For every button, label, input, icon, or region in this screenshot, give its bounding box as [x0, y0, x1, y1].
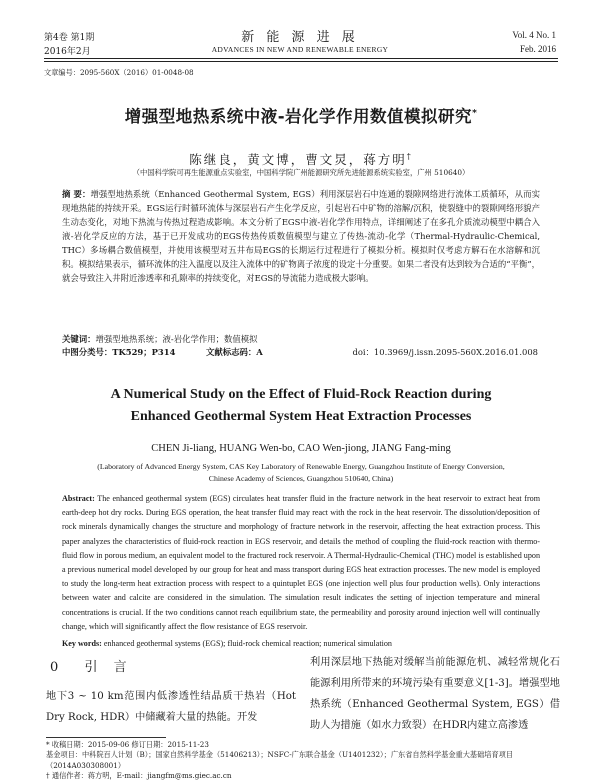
body-column-left: 地下3 ~ 10 km范围内低渗透性结晶质干热岩（Hot Dry Rock, HDR）中储藏着大量的热能。开发 — [46, 691, 296, 723]
header-volume: Vol. 4 No. 1 — [512, 30, 556, 40]
keywords-en-text: enhanced geothermal systems (EGS); fluid-rock chemical reaction; numerical simulation — [103, 639, 392, 648]
title-en-line-1: A Numerical Study on the Effect of Fluid-Rock Reaction during — [110, 387, 492, 402]
footnote-fund: 基金项目：中科院百人计划（B）；国家自然科学基金（51406213）；NSFC-广东联合基金（U1401232）；广东省自然科学基金重大基础培育项目（2014A030308001） — [46, 750, 514, 770]
footnote-rule — [46, 737, 166, 738]
authors-en: CHEN Ji-liang, HUANG Wen-bo, CAO Wen-jiong, JIANG Fang-ming — [151, 443, 451, 454]
abstract-en-text: The enhanced geothermal system (EGS) circulates heat transfer fluid in the fracture network in the heat reservoir to extract heat from earth-deep hot dry rocks. During EGS operation, the heat transfer fluid may react with the rock in the heat reservoir. The dissolution/deposition of rock minerals dynamically changes the structure and morphology of fracture network in the reservoir, affecting the heat extraction process. This paper analyzes the characteristics of fluid-rock reaction in EGS reservoir, and details the method of coupling the fluid-rock reaction with thermo-fluid flow in porous medium, an equivalent model to the fractured rock reservoir. A Thermal-Hydraulic-Chemical (THC) model is established upon a previous numerical model developed by our group for heat and mass transport during EGS heat extraction processes. The new model is employed to study the long-term heat extraction process with respect to a quintuplet EGS (one injection well plus four production wells). Only interactions between water and calcite are considered in the simulation. The simulation result indicates the setting of injection temperature and mineral concentrations is crucial. If the two conditions cannot reach equilibrium state, the permeability and porosity around injection well will continually change, which will significantly affect the flow resistance of EGS reservoir. — [62, 494, 540, 631]
title-cn-text: 增强型地热系统中液-岩化学作用数值模拟研究 — [124, 107, 473, 126]
abstract-cn-label: 摘 要： — [62, 189, 91, 199]
journal-title-cn: 新 能 源 进 展 — [241, 30, 359, 45]
footnote-received: * 收稿日期：2015-09-06 修订日期：2015-11-23 — [46, 740, 209, 749]
abstract-cn-text: 增强型地热系统（Enhanced Geothermal System, EGS）利用深层岩石中连通的裂隙网络进行流体工质循环，从而实现地热能的持续开采。EGS运行时循环流体与深层岩石产生化学反应，引起岩石中矿物的溶解/沉积，使裂缝中的裂隙网络形貌产生动态变化，对地下热流与传热过程造成影响。本文分析了EGS中液-岩化学作用特点，详细阐述了在多孔介质流动模型中耦合入液-岩化学反应的方法，基于已开发成功的EGS传热传质数值模型与建立了传热-流动-化学（Thermal-Hydraulic-Chemical, THC）多场耦合数值模型，并使用该模型对五井布局EGS的长期运行过程进行了模拟分析。模拟时仅考虑方解石在水溶解和沉积。模拟结果表示，循环流体的注入温度以及注入流体中的矿物离子浓度的设定十分重要。如果二者没有达到较为合适的“平衡”，就会导致注入井附近渗透率和孔隙率的持续变化，对EGS的导流能力造成极大影响。 — [62, 189, 540, 283]
keywords-en-label: Key words: — [62, 639, 102, 648]
abstract-cn — [62, 187, 540, 285]
doi: doi：10.3969/j.issn.2095-560X.2016.01.008 — [352, 347, 538, 357]
body-column-right: 利用深层地下热能对缓解当前能源危机、减轻常规化石能源利用所带来的环境污染有重要意义[1-3]。增强型地热系统（Enhanced Geothermal System, EGS）借助人为措施（如水力致裂）在HDR内建立高渗透 — [310, 657, 560, 731]
document-code: 文献标志码：A — [206, 347, 263, 357]
section-heading-intro — [50, 656, 133, 675]
header-issue: 第4卷 第1期 — [44, 33, 95, 43]
header-rule-top — [44, 58, 558, 59]
keywords-cn — [62, 332, 540, 346]
header-date: 2016年2月 — [44, 47, 91, 57]
title-en-line-2: Enhanced Geothermal System Heat Extraction Processes — [130, 409, 472, 424]
article-number: 文章编号：2095-560X（2016）01-0048-08 — [44, 68, 194, 77]
affiliation-cn: （中国科学院可再生能源重点实验室，中国科学院广州能源研究所先进能源系统实验室，广州 510640） — [132, 168, 470, 177]
header-month: Feb. 2016 — [520, 44, 556, 54]
section-title: 引 言 — [84, 660, 133, 675]
authors-cn-text: 陈继良，黄文博，曹文炅，蒋方明 — [189, 152, 407, 167]
keywords-cn-label: 关键词： — [62, 334, 96, 344]
clc-number: 中图分类号：TK529；P314 — [62, 347, 176, 357]
footnote-corresponding: † 通信作者：蒋方明，E-mail：jiangfm@ms.giec.ac.cn — [46, 771, 232, 780]
title-footnote-mark: * — [472, 108, 478, 119]
authors-cn — [44, 150, 558, 168]
journal-title-en: ADVANCES IN NEW AND RENEWABLE ENERGY — [211, 45, 389, 54]
keywords-cn-text: 增强型地热系统；液-岩化学作用；数值模拟 — [95, 334, 258, 344]
abstract-en-label: Abstract: — [62, 494, 95, 503]
page-title-cn — [44, 103, 558, 127]
section-number: 0 — [50, 660, 65, 675]
affiliation-en-line-1: (Laboratory of Advanced Energy System, CAS Key Laboratory of Renewable Energy, Guangzhou Institute of Energy Conversion, — [97, 462, 505, 471]
corresponding-mark: † — [406, 151, 413, 161]
header-rule-bottom — [44, 61, 558, 62]
affiliation-en-line-2: Chinese Academy of Sciences, Guangzhou 510640, China) — [208, 474, 394, 483]
abstract-en — [62, 492, 540, 634]
keywords-en — [62, 637, 540, 651]
